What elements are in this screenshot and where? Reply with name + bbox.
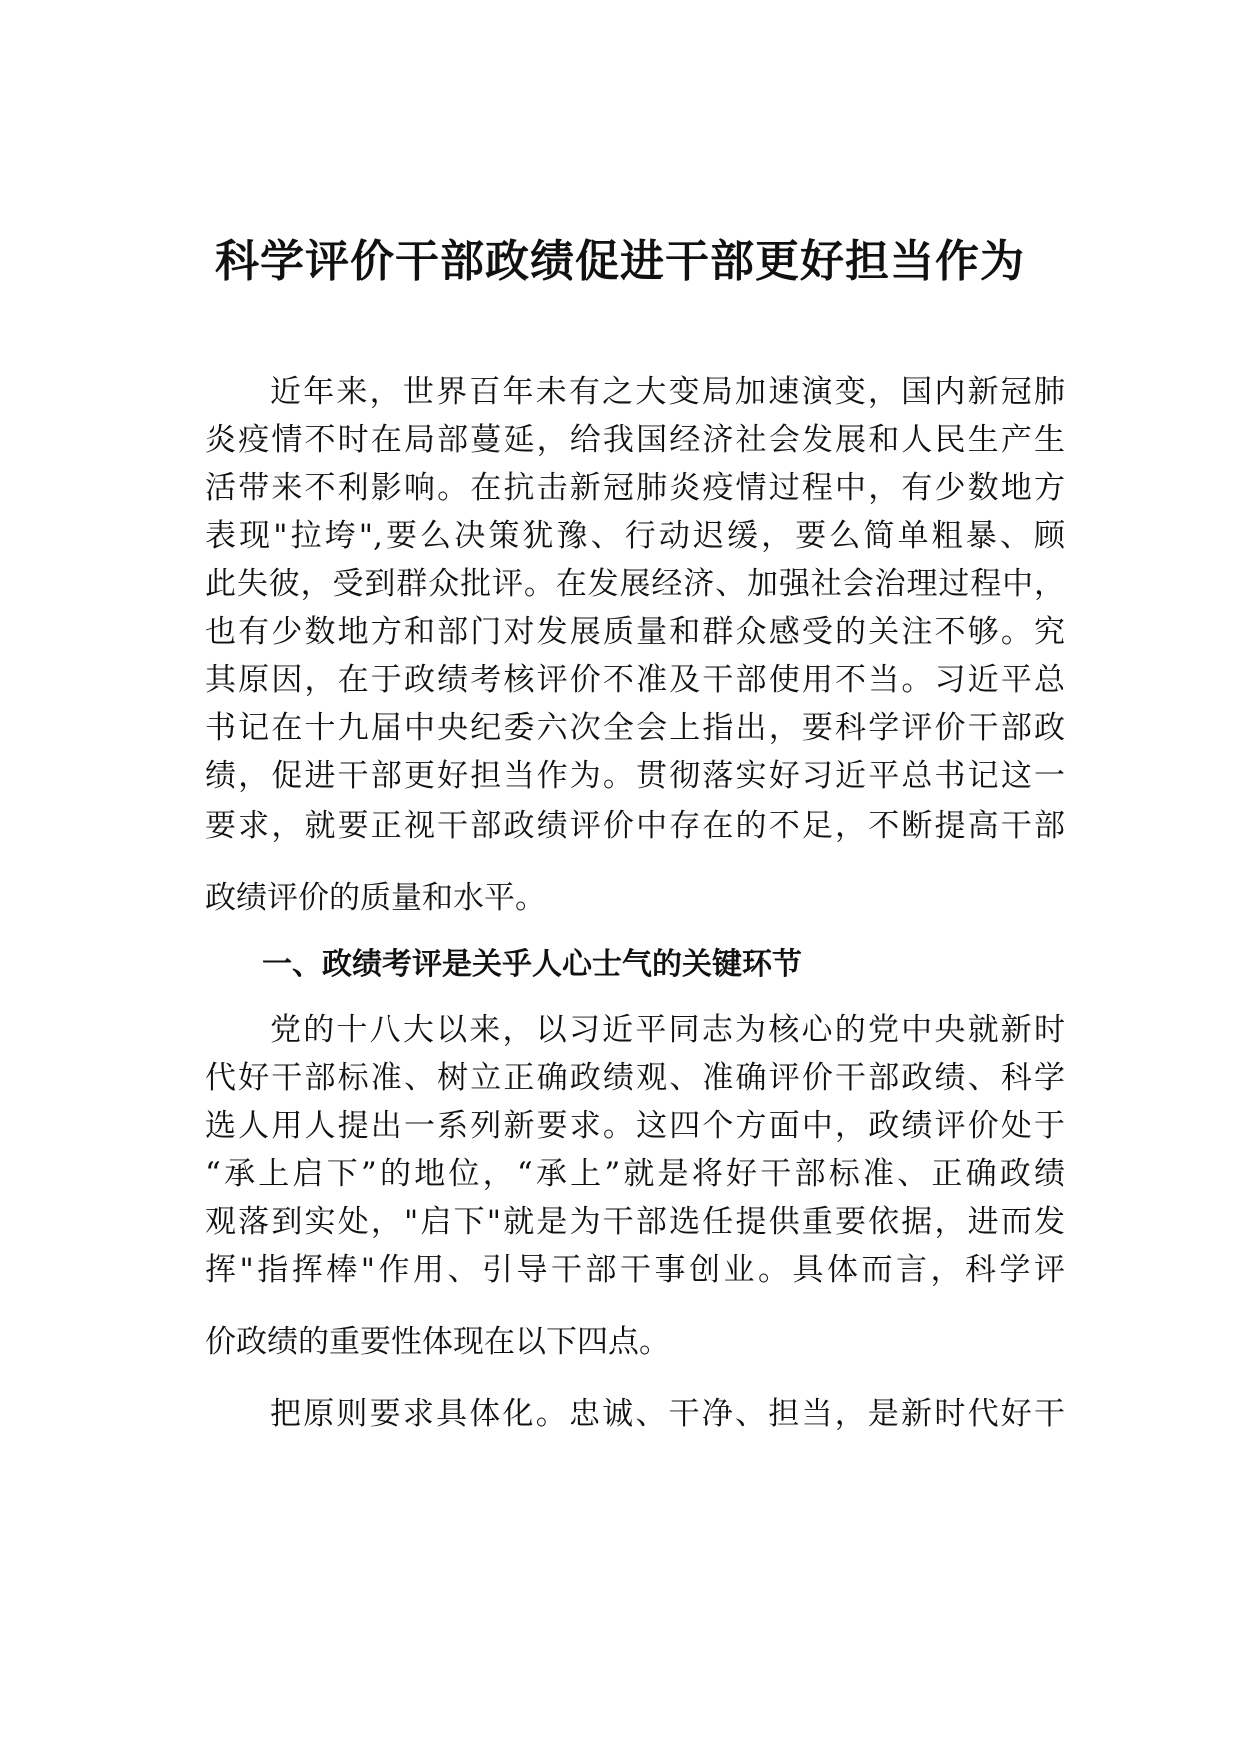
paragraph-1-line-6: 也有少数地方和部门对发展质量和群众感受的关注不够。究 (205, 614, 1065, 650)
paragraph-2-line-2: 代好干部标准、树立正确政绩观、准确评价干部政绩、科学 (205, 1060, 1065, 1096)
paragraph-1-line-1: 近年来，世界百年未有之大变局加速演变，国内新冠肺 (270, 374, 1065, 410)
paragraph-3-line-1: 把原则要求具体化。忠诚、干净、担当，是新时代好干 (270, 1396, 1065, 1432)
paragraph-1-line-7: 其原因，在于政绩考核评价不准及干部使用不当。习近平总 (205, 662, 1065, 698)
paragraph-1-line-10: 要求，就要正视干部政绩评价中存在的不足，不断提高干部 (205, 808, 1065, 844)
paragraph-1-line-5: 此失彼，受到群众批评。在发展经济、加强社会治理过程中， (205, 566, 1065, 602)
paragraph-1-line-2: 炎疫情不时在局部蔓延，给我国经济社会发展和人民生产生 (205, 422, 1065, 458)
paragraph-1-line-3: 活带来不利影响。在抗击新冠肺炎疫情过程中，有少数地方 (205, 470, 1065, 506)
paragraph-2-line-3: 选人用人提出一系列新要求。这四个方面中，政绩评价处于 (205, 1108, 1065, 1144)
paragraph-1-line-9: 绩，促进干部更好担当作为。贯彻落实好习近平总书记这一 (205, 758, 1065, 794)
paragraph-2-line-1: 党的十八大以来，以习近平同志为核心的党中央就新时 (270, 1012, 1065, 1048)
section-heading-1: 一、政绩考评是关乎人心士气的关键环节 (262, 947, 802, 982)
paragraph-2-line-5: 观落到实处，"启下"就是为干部选任提供重要依据，进而发 (205, 1204, 1065, 1240)
paragraph-2-line-4: “承上启下”的地位，“承上”就是将好干部标准、正确政绩 (205, 1156, 1065, 1192)
paragraph-1-line-8: 书记在十九届中央纪委六次全会上指出，要科学评价干部政 (205, 710, 1065, 746)
paragraph-1-line-4: 表现"拉垮",要么决策犹豫、行动迟缓，要么简单粗暴、顾 (205, 518, 1065, 554)
paragraph-1-line-11: 政绩评价的质量和水平。 (205, 880, 546, 916)
document-title: 科学评价干部政绩促进干部更好担当作为 (215, 236, 1025, 287)
paragraph-2-line-7: 价政绩的重要性体现在以下四点。 (205, 1324, 670, 1360)
paragraph-2-line-6: 挥"指挥棒"作用、引导干部干事创业。具体而言，科学评 (205, 1252, 1065, 1288)
